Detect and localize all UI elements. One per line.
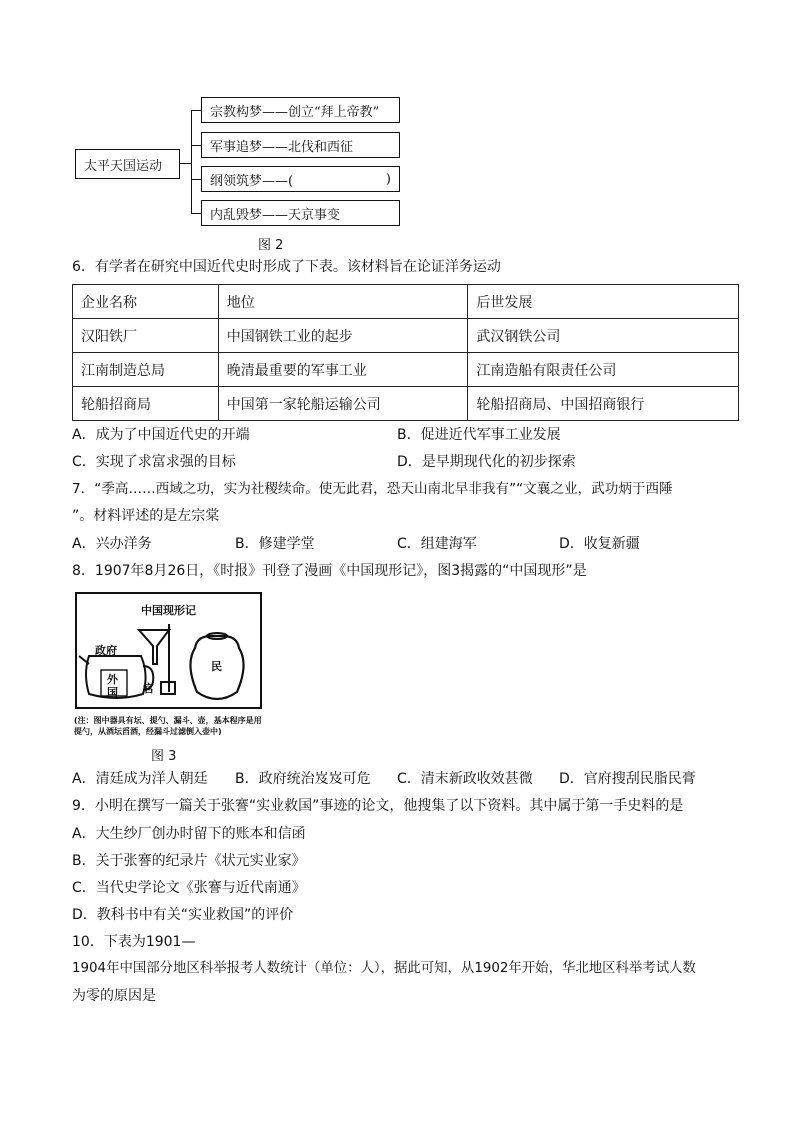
q7-stem-line2: ”。材料评述的是左宗棠 xyxy=(72,508,220,524)
q8-stem: 8．1907年8月26日，《时报》刊登了漫画《中国现形记》，图3揭露的“中国现形”是 xyxy=(72,563,587,579)
table-row xyxy=(73,353,739,387)
cartoon-label-foreign: 国 xyxy=(107,686,118,699)
diagram-root-label: 太平天国运动 xyxy=(84,158,163,174)
table-cell: 汉阳铁厂 xyxy=(73,319,219,353)
table-header-row xyxy=(73,285,739,319)
q8-option-c: C．清末新政收效甚微 xyxy=(397,771,533,787)
diagram-item-box xyxy=(201,200,400,226)
table-cell: 轮船招商局 xyxy=(73,387,219,421)
diagram-item-label: 纲领筑梦——( xyxy=(210,173,294,189)
q8-option-d: D．官府搜刮民脂民膏 xyxy=(559,771,696,787)
table-row xyxy=(73,387,739,421)
q7-option-c: C．组建海军 xyxy=(397,536,477,552)
diagram-connector xyxy=(191,179,201,180)
table-cell: 江南造船有限责任公司 xyxy=(468,353,739,387)
q10-stem-line1: 10．下表为1901— xyxy=(72,934,196,950)
diagram-item-box xyxy=(201,97,400,123)
cartoon-figure xyxy=(75,592,262,709)
cartoon-label-foreign: 外 xyxy=(107,673,118,686)
q6-option-b: B．促进近代军事工业发展 xyxy=(397,427,561,443)
q8-option-a: A．清廷成为洋人朝廷 xyxy=(72,771,208,787)
cartoon-label-people: 民 xyxy=(211,660,222,673)
q6-table xyxy=(72,284,739,421)
table-cell: 武汉钢铁公司 xyxy=(468,319,739,353)
table-cell: 中国第一家轮船运输公司 xyxy=(218,387,468,421)
table-header-cell: 后世发展 xyxy=(468,285,739,319)
diagram-connector xyxy=(180,163,191,164)
q9-option-a: A．大生纱厂创办时留下的账本和信函 xyxy=(72,826,306,842)
table-cell: 中国钢铁工业的起步 xyxy=(218,319,468,353)
diagram-item-blank-close: ) xyxy=(385,171,391,187)
q10-stem-line2: 1904年中国部分地区科举报考人数统计（单位：人），据此可知，从1902年开始，华北地区科举考试人数 xyxy=(72,961,696,976)
q6-option-d: D．是早期现代化的初步探索 xyxy=(397,454,576,470)
cartoon-title: 中国现形记 xyxy=(141,604,196,617)
diagram-root-box xyxy=(75,149,180,179)
diagram-item-label: 宗教构梦——创立“拜上帝教” xyxy=(210,104,380,120)
diagram-connector xyxy=(191,110,201,111)
figure3-caption: 图 3 xyxy=(151,749,177,764)
table-cell: 晚清最重要的军事工业 xyxy=(218,353,468,387)
diagram-bracket xyxy=(191,110,192,214)
table-row xyxy=(73,319,739,353)
table-header-cell: 地位 xyxy=(218,285,468,319)
q7-stem-line1: 7．“季高……西域之功，实为社稷续命。使无此君，恐天山南北早非我有”“文襄之业，武功炳于西陲 xyxy=(72,481,673,497)
cartoon-note-line2: 提勺，从酒坛舀酒，经漏斗过滤倒入壶中) xyxy=(74,727,222,736)
q6-stem: 6．有学者在研究中国近代史时形成了下表。该材料旨在论证洋务运动 xyxy=(72,259,501,275)
q8-option-b: B．政府统治岌岌可危 xyxy=(235,771,371,787)
diagram-item-box xyxy=(201,132,400,158)
table-header-cell: 企业名称 xyxy=(73,285,219,319)
q7-option-a: A．兴办洋务 xyxy=(72,536,152,552)
q9-option-c: C．当代史学论文《张謇与近代南通》 xyxy=(72,880,306,896)
table-cell: 江南制造总局 xyxy=(73,353,219,387)
q6-option-a: A．成为了中国近代史的开端 xyxy=(72,427,250,443)
q9-option-b: B．关于张謇的纪录片《状元实业家》 xyxy=(72,853,306,869)
table-cell: 轮船招商局、中国招商银行 xyxy=(468,387,739,421)
cartoon-label-official: 官 xyxy=(143,682,154,695)
diagram-item-box xyxy=(201,166,400,192)
diagram-connector xyxy=(191,213,201,214)
cartoon-note-line1: (注：图中器具有坛、提勺、漏斗、壶，基本程序是用 xyxy=(74,716,262,725)
diagram-connector xyxy=(191,145,201,146)
q9-option-d: D．教科书中有关“实业救国”的评价 xyxy=(72,907,294,923)
q7-option-d: D．收复新疆 xyxy=(559,536,640,552)
cartoon-label-gov: 政府 xyxy=(95,644,117,657)
q10-stem-line3: 为零的原因是 xyxy=(72,988,156,1004)
q9-stem: 9．小明在撰写一篇关于张謇“实业救国”事迹的论文，他搜集了以下资料。其中属于第一手史料的是 xyxy=(72,798,684,814)
q6-option-c: C．实现了求富求强的目标 xyxy=(72,454,236,470)
diagram-item-label: 军事追梦——北伐和西征 xyxy=(210,139,354,155)
q7-option-b: B．修建学堂 xyxy=(235,536,315,552)
diagram-item-label: 内乱毁梦——天京事变 xyxy=(210,207,341,223)
figure2-caption: 图 2 xyxy=(258,238,284,253)
